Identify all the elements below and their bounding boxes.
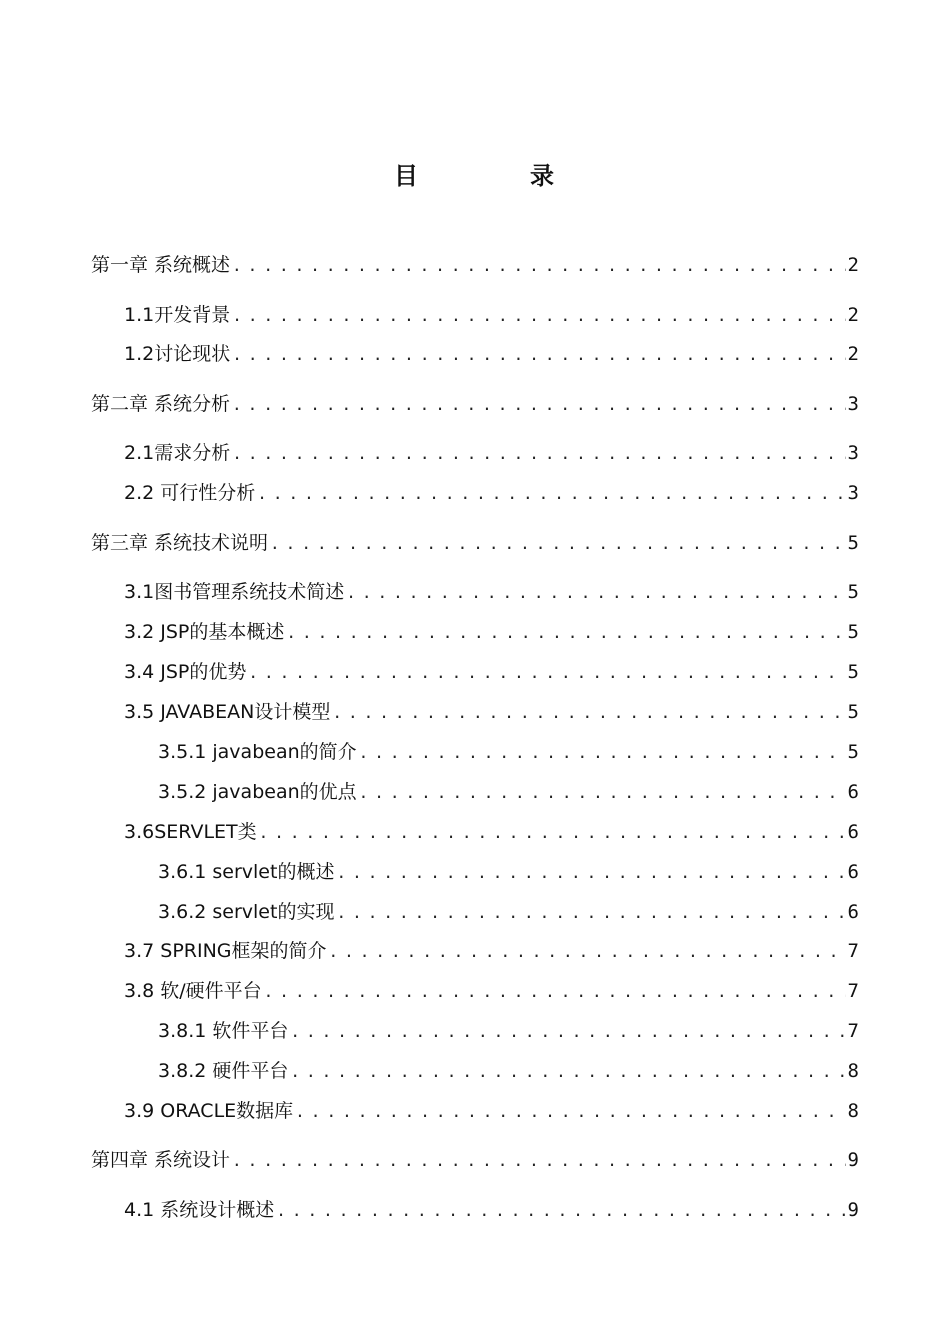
toc-entry-label: 2.2 可行性分析: [124, 482, 256, 504]
toc-entry[interactable]: [91, 818, 859, 846]
toc-entry[interactable]: [91, 529, 859, 557]
toc-entry-label: 第二章 系统分析: [91, 393, 231, 415]
toc-entry[interactable]: [91, 1057, 859, 1085]
toc-page-number: 7: [847, 1020, 859, 1042]
toc-entry-label: 1.2讨论现状: [124, 343, 231, 365]
toc-entry-label: 3.5.1 javabean的简介: [158, 741, 357, 763]
toc-page-number: 5: [847, 701, 859, 723]
toc-dot-leader: [346, 579, 845, 607]
toc-page-number: 7: [847, 980, 859, 1002]
toc-page-number: 3: [847, 393, 859, 415]
toc-entry-label: 3.7 SPRING框架的简介: [124, 940, 327, 962]
toc-entry[interactable]: [91, 738, 859, 766]
toc-dot-leader: [259, 819, 846, 847]
toc-entry-label: 3.2 JSP的基本概述: [124, 621, 285, 643]
toc-entry-label: 3.6.2 servlet的实现: [158, 901, 335, 923]
toc-page-number: 6: [847, 821, 859, 843]
toc-entry[interactable]: [91, 479, 859, 507]
toc-entry[interactable]: [91, 340, 859, 368]
toc-entry[interactable]: [91, 1196, 859, 1224]
toc-entry[interactable]: [91, 301, 859, 329]
toc-page-number: 6: [847, 781, 859, 803]
toc-dot-leader: [264, 978, 846, 1006]
toc-entry-label: 4.1 系统设计概述: [124, 1199, 275, 1221]
toc-dot-leader: [332, 699, 845, 727]
toc-dot-leader: [290, 1058, 845, 1086]
toc-page-number: 3: [847, 442, 859, 464]
toc-entry[interactable]: [91, 618, 859, 646]
toc-entry-label: 1.1开发背景: [124, 304, 231, 326]
toc-dot-leader: [295, 1098, 845, 1126]
toc-page-number: 9: [847, 1199, 859, 1221]
toc-page-number: 7: [847, 940, 859, 962]
toc-dot-leader: [286, 619, 845, 647]
toc-entry[interactable]: [91, 698, 859, 726]
toc-entry-label: 第四章 系统设计: [91, 1149, 231, 1171]
toc-dot-leader: [290, 1018, 845, 1046]
toc-entry[interactable]: [91, 390, 859, 418]
toc-entry[interactable]: [91, 578, 859, 606]
toc-page-number: 3: [847, 482, 859, 504]
toc-dot-leader: [232, 1147, 846, 1175]
toc-entry[interactable]: [91, 1146, 859, 1174]
toc-page-number: 9: [847, 1149, 859, 1171]
toc-entry-label: 3.6SERVLET类: [124, 821, 257, 843]
toc-dot-leader: [257, 480, 845, 508]
page-title: [0, 156, 950, 191]
toc-dot-leader: [329, 938, 846, 966]
toc-entry[interactable]: [91, 977, 859, 1005]
toc-entry[interactable]: [91, 1017, 859, 1045]
toc-entry-label: 3.5.2 javabean的优点: [158, 781, 357, 803]
toc-entry[interactable]: [91, 439, 859, 467]
toc-entry-label: 3.4 JSP的优势: [124, 661, 247, 683]
toc-entry-label: 3.8 软/硬件平台: [124, 980, 262, 1002]
toc-entry-label: 第一章 系统概述: [91, 254, 231, 276]
toc-page-number: 5: [847, 621, 859, 643]
toc-page-number: 6: [847, 861, 859, 883]
toc-page-number: 5: [847, 661, 859, 683]
toc-dot-leader: [359, 739, 846, 767]
toc-page-number: 6: [847, 901, 859, 923]
toc-dot-leader: [232, 440, 845, 468]
toc-dot-leader: [270, 530, 846, 558]
toc-dot-leader: [276, 1197, 845, 1225]
toc-dot-leader: [248, 659, 845, 687]
toc-dot-leader: [232, 252, 846, 280]
toc-page-number: 8: [847, 1100, 859, 1122]
toc-entry[interactable]: [91, 898, 859, 926]
toc-dot-leader: [336, 859, 845, 887]
toc-entry-label: 3.9 ORACLE数据库: [124, 1100, 294, 1122]
toc-entry-label: 2.1需求分析: [124, 442, 231, 464]
toc-page-number: 5: [847, 532, 859, 554]
toc-entry-label: 3.1图书管理系统技术简述: [124, 581, 345, 603]
toc-entry-label: 3.5 JAVABEAN设计模型: [124, 701, 331, 723]
toc-entry-label: 3.8.2 硬件平台: [158, 1060, 289, 1082]
toc-page-number: 5: [847, 741, 859, 763]
toc-entry-label: 3.8.1 软件平台: [158, 1020, 289, 1042]
toc-entry[interactable]: [91, 251, 859, 279]
toc-entry[interactable]: [91, 658, 859, 686]
toc-dot-leader: [232, 391, 846, 419]
toc-entry[interactable]: [91, 1097, 859, 1125]
title-char-left: 目: [394, 162, 420, 190]
toc-dot-leader: [336, 899, 845, 927]
toc-dot-leader: [232, 341, 845, 369]
toc-dot-leader: [232, 302, 845, 330]
toc-entry[interactable]: [91, 778, 859, 806]
toc-entry[interactable]: [91, 937, 859, 965]
toc-page-number: 8: [847, 1060, 859, 1082]
toc-page-number: 2: [847, 304, 859, 326]
toc-dot-leader: [359, 779, 846, 807]
toc-entry-label: 第三章 系统技术说明: [91, 532, 269, 554]
toc-page-number: 5: [847, 581, 859, 603]
title-char-right: 录: [530, 162, 556, 190]
toc-page-number: 2: [847, 254, 859, 276]
toc-entry[interactable]: [91, 858, 859, 886]
toc-entry-label: 3.6.1 servlet的概述: [158, 861, 335, 883]
toc-page-number: 2: [847, 343, 859, 365]
